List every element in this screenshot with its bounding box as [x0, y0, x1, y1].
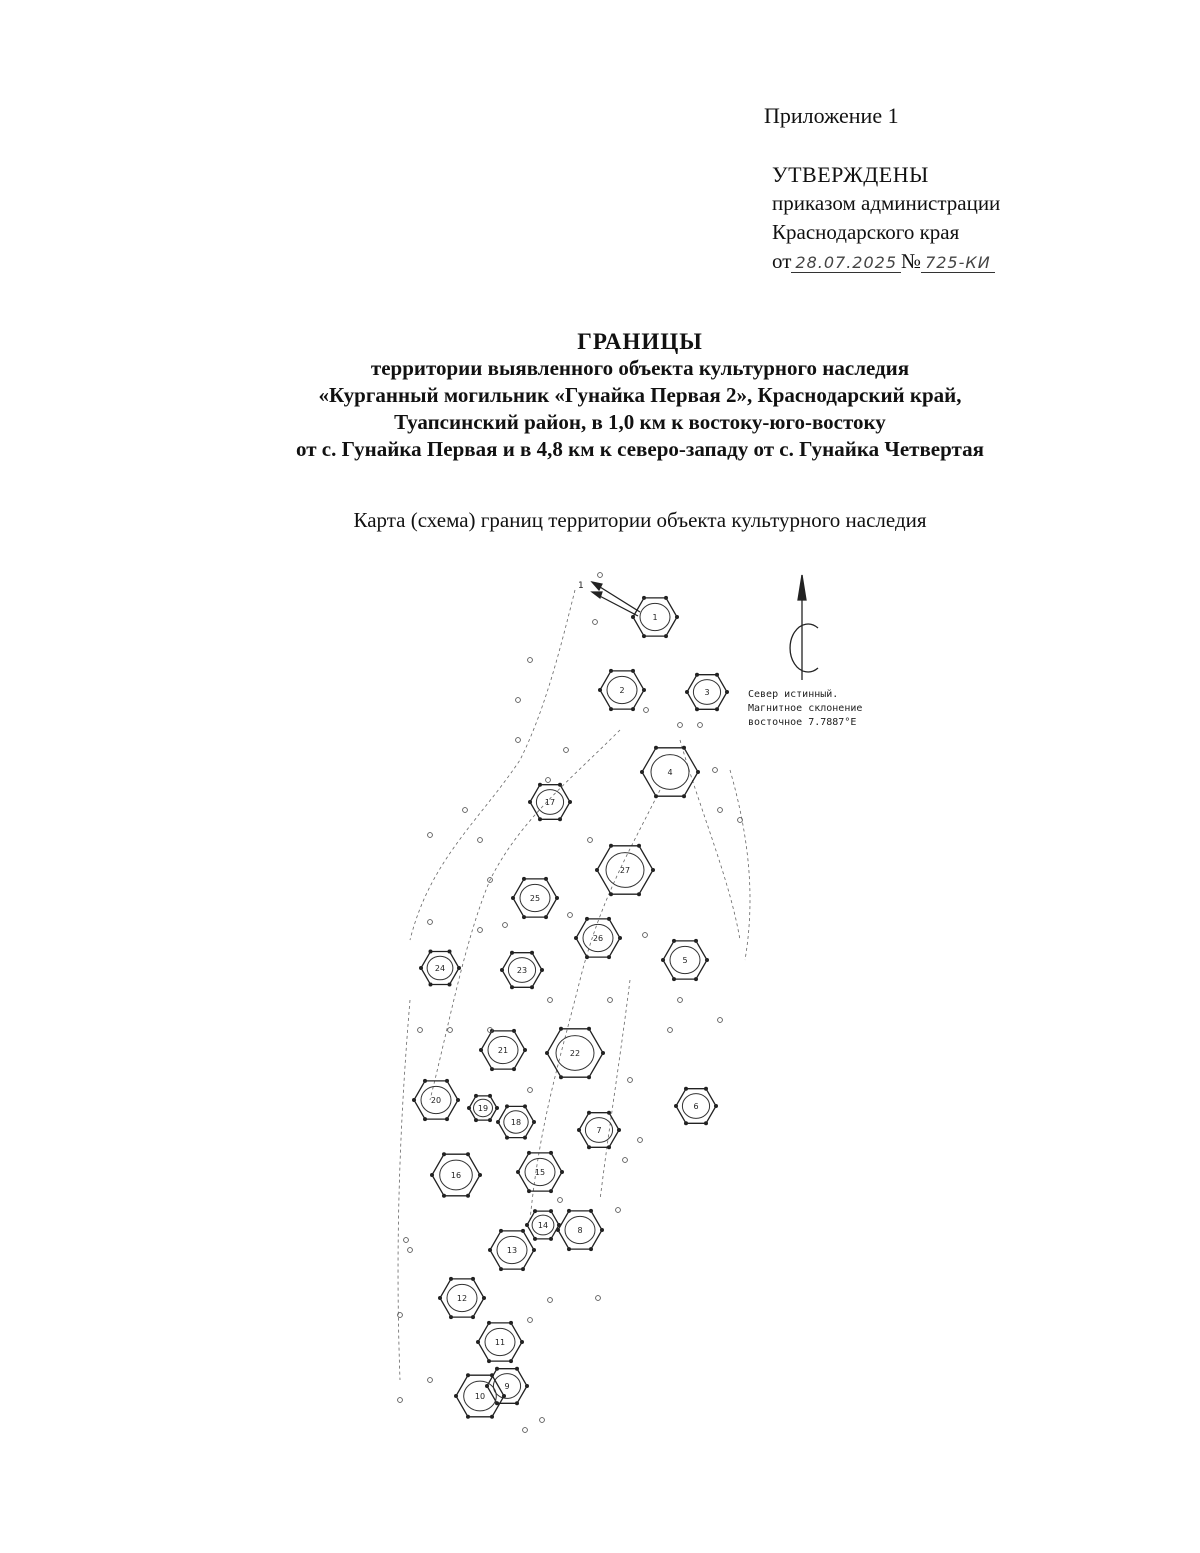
mound-number: 16 — [450, 1171, 462, 1180]
contour-line — [600, 980, 630, 1200]
boundary-vertex — [631, 615, 635, 619]
survey-point — [718, 1018, 723, 1023]
boundary-vertex — [445, 1079, 449, 1083]
boundary-vertex — [532, 1120, 536, 1124]
survey-point — [638, 1138, 643, 1143]
mound-13 — [488, 1229, 536, 1271]
boundary-vertex — [522, 915, 526, 919]
boundary-vertex — [601, 1051, 605, 1055]
mound-26 — [574, 917, 622, 959]
mound-18 — [496, 1104, 536, 1139]
title-line-4: Туапсинский район, в 1,0 км к востоку-юго-востоку — [394, 410, 886, 434]
mound-16 — [430, 1152, 482, 1198]
survey-point — [713, 768, 718, 773]
north-arrow-arc — [790, 624, 818, 672]
mound-number: 8 — [577, 1226, 583, 1235]
mound-7 — [577, 1111, 621, 1150]
boundary-vertex — [637, 844, 641, 848]
boundary-vertex — [516, 1170, 520, 1174]
boundary-vertex — [549, 1189, 553, 1193]
boundary-vertex — [509, 1321, 513, 1325]
boundary-vertex — [490, 1415, 494, 1419]
boundary-vertex — [471, 1315, 475, 1319]
survey-point — [616, 1208, 621, 1213]
survey-point — [593, 620, 598, 625]
survey-point — [678, 998, 683, 1003]
boundary-vertex — [587, 1075, 591, 1079]
boundary-vertex — [505, 1104, 509, 1108]
mound-number: 17 — [544, 798, 556, 807]
boundary-vertex — [549, 1209, 553, 1213]
mound-3 — [685, 673, 729, 712]
boundary-vertex — [533, 1237, 537, 1241]
boundary-vertex — [445, 1117, 449, 1121]
mound-23 — [500, 951, 544, 990]
mound-19 — [467, 1094, 499, 1122]
survey-point — [523, 1428, 528, 1433]
boundary-vertex — [651, 868, 655, 872]
boundary-vertex — [423, 1079, 427, 1083]
boundary-vertex — [523, 1136, 527, 1140]
survey-point — [478, 838, 483, 843]
boundary-vertex — [419, 966, 423, 970]
mound-27 — [595, 844, 655, 896]
mound-number: 15 — [534, 1168, 546, 1177]
boundary-vertex — [521, 1229, 525, 1233]
boundary-vertex — [423, 1117, 427, 1121]
mound-number: 7 — [596, 1126, 602, 1135]
number-value: 725-КИ — [921, 253, 995, 273]
boundary-vertex — [512, 1067, 516, 1071]
boundary-vertex — [538, 783, 542, 787]
boundary-vertex — [490, 1067, 494, 1071]
boundary-vertex — [487, 1321, 491, 1325]
order-date-line — [772, 247, 1000, 277]
title-line-2: территории выявленного объекта культурного наследия — [370, 356, 910, 380]
boundary-vertex — [558, 817, 562, 821]
mound-number: 2 — [619, 686, 625, 695]
boundary-vertex — [664, 596, 668, 600]
boundary-vertex — [674, 1104, 678, 1108]
approval-block — [772, 160, 1000, 277]
boundary-vertex — [574, 936, 578, 940]
boundary-vertex — [525, 1384, 529, 1388]
boundary-vertex — [598, 688, 602, 692]
survey-point — [596, 1296, 601, 1301]
title-line-5: от с. Гунайка Первая и в 4,8 км к северо-западу от с. Гунайка Четвертая — [296, 437, 984, 461]
boundary-vertex — [705, 958, 709, 962]
boundary-vertex — [672, 977, 676, 981]
mound-number: 14 — [537, 1221, 549, 1230]
pointer-arrows — [592, 582, 640, 616]
mound-number: 12 — [456, 1294, 468, 1303]
boundary-vertex — [545, 1051, 549, 1055]
boundary-vertex — [485, 1384, 489, 1388]
boundary-vertex — [695, 673, 699, 677]
survey-point — [398, 1398, 403, 1403]
boundary-vertex — [474, 1118, 478, 1122]
boundary-vertex — [559, 1027, 563, 1031]
survey-point — [428, 833, 433, 838]
mound-6 — [674, 1087, 718, 1126]
mound-number: 23 — [516, 966, 528, 975]
document-title — [150, 328, 1130, 463]
survey-point — [503, 923, 508, 928]
boundary-vertex — [549, 1151, 553, 1155]
mound-2 — [598, 669, 646, 711]
boundary-vertex — [694, 939, 698, 943]
boundary-vertex — [664, 634, 668, 638]
contour-line — [530, 790, 660, 1220]
boundary-vertex — [587, 1027, 591, 1031]
survey-point — [448, 1028, 453, 1033]
mound-number: 13 — [506, 1246, 518, 1255]
boundary-vertex — [549, 1237, 553, 1241]
mound-number: 25 — [529, 894, 541, 903]
mound-number: 1 — [652, 613, 658, 622]
survey-point — [428, 1378, 433, 1383]
boundary-vertex — [607, 1111, 611, 1115]
order-line-1: приказом администрации — [772, 191, 1001, 215]
mound-21 — [479, 1029, 527, 1071]
north-legend — [748, 688, 862, 730]
date-prefix: от — [772, 249, 792, 273]
boundary-vertex — [487, 1359, 491, 1363]
boundary-vertex — [510, 985, 514, 989]
boundary-vertex — [587, 1145, 591, 1149]
mound-number: 5 — [682, 956, 688, 965]
boundary-vertex — [520, 1340, 524, 1344]
mound-number: 22 — [569, 1049, 581, 1058]
survey-point — [738, 818, 743, 823]
boundary-vertex — [642, 634, 646, 638]
contour-line — [398, 1000, 410, 1380]
boundary-vertex — [499, 1229, 503, 1233]
mound-number: 4 — [667, 768, 673, 777]
order-line-2: Краснодарского края — [772, 220, 960, 244]
boundary-vertex — [442, 1194, 446, 1198]
mound-11 — [476, 1321, 524, 1363]
survey-point — [718, 808, 723, 813]
boundary-vertex — [585, 955, 589, 959]
boundary-vertex — [466, 1152, 470, 1156]
boundary-vertex — [482, 1296, 486, 1300]
boundary-vertex — [466, 1373, 470, 1377]
boundary-vertex — [527, 1189, 531, 1193]
survey-point — [698, 723, 703, 728]
boundary-vertex — [412, 1098, 416, 1102]
boundary-vertex — [684, 1121, 688, 1125]
mound-24 — [419, 950, 461, 987]
survey-point — [644, 708, 649, 713]
date-value: 28.07.2025 — [791, 253, 901, 273]
boundary-vertex — [448, 950, 452, 954]
survey-point — [408, 1248, 413, 1253]
title-line-1: ГРАНИЦЫ — [577, 329, 703, 354]
survey-point — [568, 913, 573, 918]
boundary-vertex — [511, 896, 515, 900]
boundary-vertex — [609, 707, 613, 711]
mound-22 — [545, 1027, 605, 1079]
mound-number: 18 — [510, 1118, 522, 1127]
survey-points — [398, 573, 743, 1433]
boundary-vertex — [512, 1029, 516, 1033]
title-line-3: «Курганный могильник «Гунайка Первая 2», Краснодарский край, — [318, 383, 962, 407]
survey-point — [546, 778, 551, 783]
survey-point — [418, 1028, 423, 1033]
boundary-vertex — [685, 690, 689, 694]
survey-point — [608, 998, 613, 1003]
boundary-vertex — [448, 983, 452, 987]
boundary-vertex — [538, 817, 542, 821]
boundary-vertex — [672, 939, 676, 943]
survey-point — [643, 933, 648, 938]
boundary-vertex — [696, 770, 700, 774]
boundary-vertex — [533, 1209, 537, 1213]
boundary-vertex — [527, 1151, 531, 1155]
boundary-vertex — [559, 1075, 563, 1079]
boundary-vertex — [577, 1128, 581, 1132]
mound-12 — [438, 1277, 486, 1319]
mound-number: 3 — [704, 688, 710, 697]
boundary-vertex — [467, 1106, 471, 1110]
boundary-vertex — [521, 1267, 525, 1271]
mound-number: 27 — [619, 866, 631, 875]
survey-point — [404, 1238, 409, 1243]
survey-point — [478, 928, 483, 933]
boundary-vertex — [682, 794, 686, 798]
number-prefix: № — [901, 249, 922, 273]
boundary-vertex — [725, 690, 729, 694]
boundary-vertex — [589, 1209, 593, 1213]
survey-point — [598, 573, 603, 578]
arrow-head — [592, 582, 602, 590]
boundary-vertex — [661, 958, 665, 962]
survey-point — [463, 808, 468, 813]
boundary-vertex — [509, 1359, 513, 1363]
appendix-label: Приложение 1 — [764, 103, 899, 128]
mound-number: 9 — [504, 1382, 510, 1391]
survey-point — [528, 1318, 533, 1323]
boundary-vertex — [478, 1173, 482, 1177]
boundary-vertex — [457, 966, 461, 970]
boundary-vertex — [544, 915, 548, 919]
boundary-vertex — [640, 770, 644, 774]
boundary-vertex — [476, 1340, 480, 1344]
survey-point — [516, 698, 521, 703]
boundary-vertex — [631, 707, 635, 711]
boundary-vertex — [515, 1367, 519, 1371]
boundary-vertex — [704, 1121, 708, 1125]
mound-1 — [631, 596, 679, 638]
survey-point — [558, 1198, 563, 1203]
survey-point — [548, 1298, 553, 1303]
boundary-vertex — [525, 1223, 529, 1227]
mound-number: 6 — [693, 1102, 699, 1111]
survey-point — [516, 738, 521, 743]
survey-point — [628, 1078, 633, 1083]
boundary-vertex — [530, 985, 534, 989]
survey-point — [528, 658, 533, 663]
boundary-vertex — [490, 1373, 494, 1377]
boundary-vertex — [589, 1247, 593, 1251]
boundary-vertex — [695, 707, 699, 711]
boundary-vertex — [637, 892, 641, 896]
north-arrow-head — [798, 575, 806, 600]
boundary-vertex — [585, 917, 589, 921]
boundary-vertex — [474, 1094, 478, 1098]
boundary-vertex — [528, 800, 532, 804]
north-arrow — [790, 575, 818, 680]
boundary-vertex — [522, 877, 526, 881]
mound-8 — [556, 1209, 604, 1251]
boundary-vertex — [556, 1228, 560, 1232]
survey-point — [623, 1158, 628, 1163]
boundary-vertex — [479, 1048, 483, 1052]
boundary-vertex — [587, 1111, 591, 1115]
survey-point — [678, 723, 683, 728]
north-legend-line-2: Магнитное склонение — [748, 703, 863, 714]
boundary-vertex — [530, 951, 534, 955]
boundary-vertex — [540, 968, 544, 972]
boundary-vertex — [618, 936, 622, 940]
boundary-vertex — [567, 1247, 571, 1251]
boundary-vertex — [600, 1228, 604, 1232]
mound-number: 21 — [497, 1046, 509, 1055]
mound-15 — [516, 1151, 564, 1193]
boundary-vertex — [715, 707, 719, 711]
mound-number: 26 — [592, 934, 604, 943]
mound-number: 19 — [477, 1104, 489, 1113]
boundary-vertex — [567, 1209, 571, 1213]
boundary-vertex — [568, 800, 572, 804]
boundary-vertex — [430, 1173, 434, 1177]
mound-number: 10 — [474, 1392, 486, 1401]
boundary-vertex — [642, 596, 646, 600]
survey-point — [528, 1088, 533, 1093]
boundary-vertex — [684, 1087, 688, 1091]
boundary-vertex — [654, 746, 658, 750]
boundary-vertex — [429, 983, 433, 987]
boundary-vertex — [454, 1394, 458, 1398]
boundary-vertex — [607, 1145, 611, 1149]
boundary-vertex — [555, 896, 559, 900]
boundary-vertex — [449, 1277, 453, 1281]
boundary-vertex — [532, 1248, 536, 1252]
boundary-vertex — [682, 746, 686, 750]
mound-layer — [412, 596, 729, 1419]
boundary-vertex — [488, 1248, 492, 1252]
survey-point — [588, 838, 593, 843]
boundary-vertex — [609, 892, 613, 896]
boundary-vertex — [560, 1170, 564, 1174]
approved-heading: УТВЕРЖДЕНЫ — [772, 162, 929, 187]
boundary-vertex — [442, 1152, 446, 1156]
boundary-vertex — [595, 868, 599, 872]
survey-point — [428, 920, 433, 925]
boundary-vertex — [488, 1118, 492, 1122]
boundary-vertex — [523, 1104, 527, 1108]
mound-number: 11 — [494, 1338, 506, 1347]
survey-point — [540, 1418, 545, 1423]
boundary-vertex — [500, 968, 504, 972]
north-legend-line-3: восточное 7.7887°E — [748, 717, 857, 728]
boundary-vertex — [496, 1120, 500, 1124]
boundary-vertex — [495, 1367, 499, 1371]
boundary-vertex — [609, 844, 613, 848]
boundary-vertex — [471, 1277, 475, 1281]
boundary-vertex — [617, 1128, 621, 1132]
boundary-vertex — [642, 688, 646, 692]
boundary-vertex — [558, 783, 562, 787]
boundary-vertex — [523, 1048, 527, 1052]
boundary-vertex — [510, 951, 514, 955]
boundary-vertex — [631, 669, 635, 673]
map-subtitle: Карта (схема) границ территории объекта культурного наследия — [353, 508, 927, 532]
boundary-vertex — [488, 1094, 492, 1098]
boundary-vertex — [654, 794, 658, 798]
boundary-vertex — [544, 877, 548, 881]
boundary-vertex — [515, 1401, 519, 1405]
boundary-vertex — [429, 950, 433, 954]
boundary-vertex — [502, 1394, 506, 1398]
boundary-vertex — [607, 917, 611, 921]
boundary-vertex — [675, 615, 679, 619]
survey-point — [398, 1313, 403, 1318]
boundary-vertex — [694, 977, 698, 981]
mound-number: 20 — [430, 1096, 442, 1105]
mound-20 — [412, 1079, 460, 1121]
boundary-vertex — [438, 1296, 442, 1300]
mound-number: 24 — [434, 964, 446, 973]
boundary-vertex — [607, 955, 611, 959]
mound-5 — [661, 939, 709, 981]
mound-25 — [511, 877, 559, 919]
survey-point — [668, 1028, 673, 1033]
mound-4 — [640, 746, 700, 798]
boundary-vertex — [456, 1098, 460, 1102]
boundary-vertex — [609, 669, 613, 673]
survey-point — [548, 998, 553, 1003]
arrow-label: 1 — [578, 581, 584, 591]
boundary-vertex — [449, 1315, 453, 1319]
boundary-vertex — [714, 1104, 718, 1108]
survey-point — [564, 748, 569, 753]
boundary-vertex — [495, 1106, 499, 1110]
north-legend-line-1: Север истинный. — [748, 689, 839, 700]
boundary-vertex — [715, 673, 719, 677]
boundary-vertex — [466, 1415, 470, 1419]
boundary-vertex — [704, 1087, 708, 1091]
boundary-vertex — [505, 1136, 509, 1140]
boundary-vertex — [466, 1194, 470, 1198]
contour-line — [730, 770, 750, 960]
boundary-vertex — [499, 1267, 503, 1271]
arrow-head — [592, 592, 602, 598]
